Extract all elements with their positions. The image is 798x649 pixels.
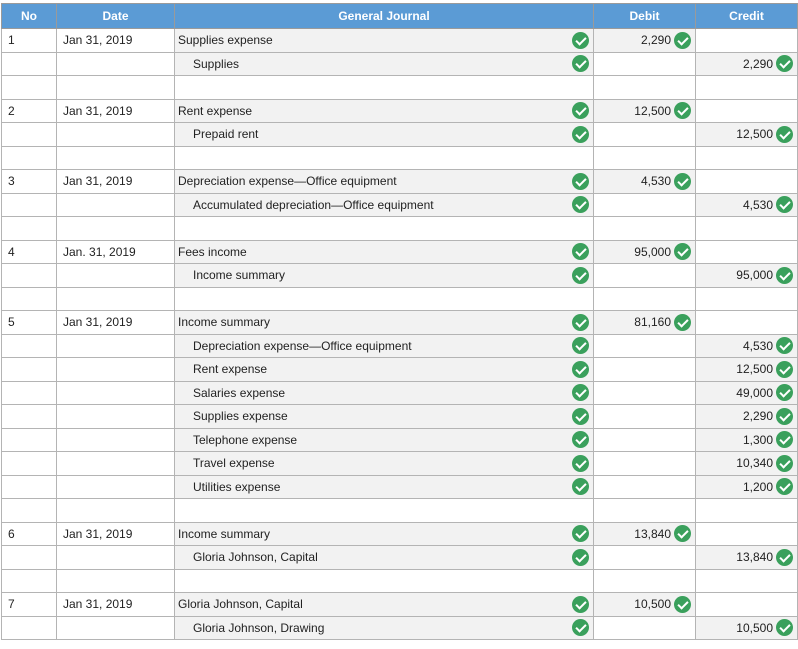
blank-cell: [175, 287, 594, 311]
credit-amount: 10,340: [736, 456, 773, 471]
account-title: Supplies expense: [178, 33, 273, 48]
debit-cell[interactable]: [594, 381, 696, 405]
blank-row: [2, 569, 798, 593]
account-title: Telephone expense: [193, 432, 298, 447]
check-circle-icon: [776, 431, 793, 448]
date-cell[interactable]: [57, 264, 175, 288]
credit-amount: 12,500: [736, 362, 773, 377]
blank-cell: [594, 287, 696, 311]
credit-amount-wrap: [736, 126, 793, 143]
debit-cell[interactable]: [594, 334, 696, 358]
entry-number-cell: [2, 264, 57, 288]
journal-row: [2, 334, 798, 358]
blank-cell: [2, 146, 57, 170]
date-cell[interactable]: Jan. 31, 2019: [57, 240, 175, 264]
entry-number-cell: [2, 428, 57, 452]
journal-row: [2, 99, 798, 123]
entry-number-cell: [2, 193, 57, 217]
debit-cell[interactable]: [594, 170, 696, 194]
account-title: Rent expense: [193, 362, 268, 377]
account-title: Fees income: [178, 244, 247, 259]
blank-cell: [2, 499, 57, 523]
debit-cell[interactable]: [594, 29, 696, 53]
journal-row: [2, 428, 798, 452]
blank-row: [2, 499, 798, 523]
blank-cell: [594, 569, 696, 593]
credit-cell[interactable]: [696, 428, 798, 452]
blank-row: [2, 217, 798, 241]
account-title: Supplies: [193, 56, 240, 71]
entry-number-cell: [2, 123, 57, 147]
blank-row: [2, 146, 798, 170]
entry-number-cell: 3: [2, 170, 57, 194]
journal-row: [2, 123, 798, 147]
account-cell-content: [178, 55, 593, 72]
account-cell-content: [178, 525, 593, 542]
credit-cell[interactable]: [696, 334, 798, 358]
blank-cell: [57, 499, 175, 523]
journal-row: [2, 358, 798, 382]
date-cell[interactable]: [57, 616, 175, 640]
account-title: Income summary: [178, 315, 271, 330]
check-circle-icon: [572, 408, 589, 425]
debit-amount: 4,530: [640, 174, 671, 189]
account-cell[interactable]: [175, 593, 594, 617]
account-cell[interactable]: [175, 264, 594, 288]
debit-amount-wrap: [641, 173, 691, 190]
date-cell[interactable]: [57, 452, 175, 476]
credit-amount: 12,500: [736, 127, 773, 142]
check-circle-icon: [674, 596, 691, 613]
header-no: No: [2, 4, 57, 29]
debit-cell[interactable]: [594, 264, 696, 288]
check-circle-icon: [776, 408, 793, 425]
account-cell[interactable]: [175, 475, 594, 499]
credit-amount: 10,500: [736, 620, 773, 635]
check-circle-icon: [572, 478, 589, 495]
debit-cell[interactable]: [594, 546, 696, 570]
blank-row: [2, 76, 798, 100]
credit-cell[interactable]: [696, 522, 798, 546]
blank-cell: [57, 217, 175, 241]
journal-row: [2, 616, 798, 640]
debit-cell[interactable]: [594, 428, 696, 452]
check-circle-icon: [572, 619, 589, 636]
credit-amount: 1,200: [742, 479, 773, 494]
entry-number-cell: [2, 52, 57, 76]
entry-number-cell: [2, 475, 57, 499]
account-title: Utilities expense: [193, 479, 281, 494]
account-title: Accumulated depreciation—Office equipment: [193, 197, 434, 212]
debit-amount: 10,500: [634, 597, 671, 612]
debit-cell[interactable]: [594, 522, 696, 546]
credit-amount: 4,530: [742, 197, 773, 212]
account-cell[interactable]: [175, 405, 594, 429]
account-cell[interactable]: [175, 358, 594, 382]
account-cell-content: [178, 408, 593, 425]
credit-amount-wrap: [743, 408, 793, 425]
journal-row: [2, 193, 798, 217]
blank-cell: [594, 217, 696, 241]
check-circle-icon: [674, 243, 691, 260]
blank-cell: [594, 76, 696, 100]
debit-cell[interactable]: [594, 52, 696, 76]
account-title: Salaries expense: [193, 385, 286, 400]
journal-row: [2, 593, 798, 617]
account-cell[interactable]: [175, 616, 594, 640]
account-title: Depreciation expense—Office equipment: [193, 338, 412, 353]
credit-cell[interactable]: [696, 546, 798, 570]
check-circle-icon: [572, 596, 589, 613]
credit-cell[interactable]: [696, 452, 798, 476]
blank-cell: [2, 287, 57, 311]
credit-amount: 2,290: [742, 409, 773, 424]
date-cell[interactable]: [57, 428, 175, 452]
credit-amount-wrap: [743, 431, 793, 448]
check-circle-icon: [572, 243, 589, 260]
date-cell[interactable]: Jan 31, 2019: [57, 593, 175, 617]
blank-cell: [175, 146, 594, 170]
credit-amount: 95,000: [736, 268, 773, 283]
check-circle-icon: [674, 525, 691, 542]
blank-cell: [696, 76, 798, 100]
account-cell-content: [178, 361, 593, 378]
check-circle-icon: [572, 102, 589, 119]
journal-row: [2, 240, 798, 264]
credit-amount-wrap: [743, 337, 793, 354]
check-circle-icon: [776, 337, 793, 354]
account-title: Rent expense: [178, 103, 253, 118]
blank-cell: [175, 499, 594, 523]
credit-amount: 4,530: [742, 338, 773, 353]
credit-cell[interactable]: [696, 240, 798, 264]
date-cell[interactable]: [57, 193, 175, 217]
check-circle-icon: [572, 196, 589, 213]
account-title: Depreciation expense—Office equipment: [178, 174, 397, 189]
blank-cell: [2, 569, 57, 593]
debit-amount-wrap: [634, 525, 691, 542]
date-cell[interactable]: [57, 405, 175, 429]
entry-number-cell: 7: [2, 593, 57, 617]
debit-amount: 12,500: [634, 103, 671, 118]
account-title: Gloria Johnson, Drawing: [193, 620, 325, 635]
account-cell[interactable]: [175, 52, 594, 76]
account-title: Income summary: [193, 268, 286, 283]
credit-amount: 49,000: [736, 385, 773, 400]
check-circle-icon: [776, 478, 793, 495]
date-cell[interactable]: [57, 334, 175, 358]
entry-number-cell: [2, 381, 57, 405]
account-title: Gloria Johnson, Capital: [193, 550, 318, 565]
journal-row: [2, 405, 798, 429]
general-journal-table: [1, 3, 798, 640]
date-cell[interactable]: [57, 358, 175, 382]
journal-row: [2, 381, 798, 405]
check-circle-icon: [572, 314, 589, 331]
journal-row: [2, 475, 798, 499]
check-circle-icon: [572, 173, 589, 190]
account-cell[interactable]: [175, 522, 594, 546]
date-cell[interactable]: Jan 31, 2019: [57, 29, 175, 53]
account-cell[interactable]: [175, 193, 594, 217]
credit-amount-wrap: [736, 455, 793, 472]
account-cell[interactable]: [175, 428, 594, 452]
header-credit: Credit: [696, 4, 798, 29]
date-cell[interactable]: [57, 546, 175, 570]
check-circle-icon: [572, 455, 589, 472]
check-circle-icon: [572, 525, 589, 542]
entry-number-cell: 1: [2, 29, 57, 53]
entry-number-cell: 4: [2, 240, 57, 264]
account-title: Income summary: [178, 526, 271, 541]
debit-cell[interactable]: [594, 358, 696, 382]
debit-cell[interactable]: [594, 311, 696, 335]
date-cell[interactable]: Jan 31, 2019: [57, 522, 175, 546]
date-cell[interactable]: Jan 31, 2019: [57, 99, 175, 123]
entry-number-cell: [2, 358, 57, 382]
credit-cell[interactable]: [696, 123, 798, 147]
account-title: Prepaid rent: [193, 127, 259, 142]
date-cell[interactable]: [57, 52, 175, 76]
check-circle-icon: [572, 32, 589, 49]
account-cell[interactable]: [175, 381, 594, 405]
credit-amount-wrap: [736, 267, 793, 284]
journal-row: [2, 546, 798, 570]
debit-amount: 95,000: [634, 244, 671, 259]
debit-cell[interactable]: [594, 240, 696, 264]
check-circle-icon: [674, 32, 691, 49]
account-cell[interactable]: [175, 546, 594, 570]
credit-cell[interactable]: [696, 358, 798, 382]
check-circle-icon: [674, 102, 691, 119]
blank-cell: [594, 499, 696, 523]
blank-cell: [696, 569, 798, 593]
check-circle-icon: [776, 126, 793, 143]
account-cell-content: [178, 32, 593, 49]
credit-amount-wrap: [736, 549, 793, 566]
credit-cell[interactable]: [696, 311, 798, 335]
account-cell-content: [178, 596, 593, 613]
header-row: [2, 4, 798, 29]
entry-number-cell: 6: [2, 522, 57, 546]
date-cell[interactable]: [57, 475, 175, 499]
journal-row: [2, 311, 798, 335]
credit-cell[interactable]: [696, 593, 798, 617]
credit-cell[interactable]: [696, 616, 798, 640]
header-debit: Debit: [594, 4, 696, 29]
journal-body: [2, 29, 798, 640]
debit-amount: 2,290: [640, 33, 671, 48]
debit-amount: 13,840: [634, 526, 671, 541]
date-cell[interactable]: Jan 31, 2019: [57, 170, 175, 194]
check-circle-icon: [674, 314, 691, 331]
entry-number-cell: [2, 546, 57, 570]
blank-cell: [2, 76, 57, 100]
check-circle-icon: [776, 196, 793, 213]
account-cell[interactable]: [175, 334, 594, 358]
account-cell-content: [178, 337, 593, 354]
debit-cell[interactable]: [594, 193, 696, 217]
check-circle-icon: [776, 619, 793, 636]
check-circle-icon: [776, 455, 793, 472]
check-circle-icon: [776, 55, 793, 72]
debit-cell[interactable]: [594, 452, 696, 476]
account-cell-content: [178, 126, 593, 143]
blank-cell: [57, 287, 175, 311]
credit-cell[interactable]: [696, 405, 798, 429]
date-cell[interactable]: Jan 31, 2019: [57, 311, 175, 335]
credit-amount-wrap: [743, 55, 793, 72]
account-cell-content: [178, 267, 593, 284]
account-title: Supplies expense: [193, 409, 288, 424]
journal-row: [2, 29, 798, 53]
check-circle-icon: [572, 361, 589, 378]
debit-cell[interactable]: [594, 123, 696, 147]
account-cell-content: [178, 314, 593, 331]
blank-cell: [175, 76, 594, 100]
credit-cell[interactable]: [696, 170, 798, 194]
account-cell[interactable]: [175, 99, 594, 123]
blank-cell: [696, 499, 798, 523]
blank-cell: [57, 146, 175, 170]
credit-cell[interactable]: [696, 52, 798, 76]
entry-number-cell: [2, 616, 57, 640]
blank-cell: [594, 146, 696, 170]
credit-cell[interactable]: [696, 381, 798, 405]
account-cell[interactable]: [175, 311, 594, 335]
check-circle-icon: [776, 361, 793, 378]
journal-row: [2, 452, 798, 476]
credit-amount-wrap: [743, 196, 793, 213]
debit-cell[interactable]: [594, 475, 696, 499]
debit-amount-wrap: [634, 596, 691, 613]
account-title: Gloria Johnson, Capital: [178, 597, 303, 612]
header-date: Date: [57, 4, 175, 29]
account-cell-content: [178, 549, 593, 566]
check-circle-icon: [776, 384, 793, 401]
account-cell[interactable]: [175, 240, 594, 264]
blank-cell: [696, 146, 798, 170]
header-general-journal: General Journal: [175, 4, 594, 29]
blank-cell: [57, 569, 175, 593]
account-title: Travel expense: [193, 456, 275, 471]
check-circle-icon: [572, 549, 589, 566]
blank-cell: [57, 76, 175, 100]
account-cell-content: [178, 455, 593, 472]
debit-cell[interactable]: [594, 616, 696, 640]
debit-cell[interactable]: [594, 405, 696, 429]
account-cell-content: [178, 196, 593, 213]
blank-row: [2, 287, 798, 311]
check-circle-icon: [572, 55, 589, 72]
check-circle-icon: [572, 337, 589, 354]
entry-number-cell: [2, 452, 57, 476]
entry-number-cell: [2, 405, 57, 429]
check-circle-icon: [572, 126, 589, 143]
check-circle-icon: [572, 431, 589, 448]
entry-number-cell: 2: [2, 99, 57, 123]
debit-cell[interactable]: [594, 99, 696, 123]
debit-amount-wrap: [634, 243, 691, 260]
credit-cell[interactable]: [696, 99, 798, 123]
blank-cell: [696, 287, 798, 311]
credit-amount: 1,300: [742, 432, 773, 447]
credit-cell[interactable]: [696, 264, 798, 288]
credit-amount-wrap: [743, 478, 793, 495]
credit-amount-wrap: [736, 384, 793, 401]
journal-row: [2, 522, 798, 546]
blank-cell: [696, 217, 798, 241]
account-cell[interactable]: [175, 170, 594, 194]
blank-cell: [2, 217, 57, 241]
credit-amount: 2,290: [742, 56, 773, 71]
credit-cell[interactable]: [696, 193, 798, 217]
entry-number-cell: 5: [2, 311, 57, 335]
blank-cell: [175, 569, 594, 593]
check-circle-icon: [572, 267, 589, 284]
debit-amount-wrap: [634, 314, 691, 331]
account-cell-content: [178, 619, 593, 636]
journal-row: [2, 52, 798, 76]
date-cell[interactable]: [57, 123, 175, 147]
blank-cell: [175, 217, 594, 241]
account-cell[interactable]: [175, 29, 594, 53]
credit-cell[interactable]: [696, 475, 798, 499]
account-cell-content: [178, 431, 593, 448]
debit-amount-wrap: [641, 32, 691, 49]
debit-cell[interactable]: [594, 593, 696, 617]
check-circle-icon: [776, 267, 793, 284]
credit-cell[interactable]: [696, 29, 798, 53]
date-cell[interactable]: [57, 381, 175, 405]
account-cell-content: [178, 384, 593, 401]
entry-number-cell: [2, 334, 57, 358]
check-circle-icon: [674, 173, 691, 190]
debit-amount: 81,160: [634, 315, 671, 330]
credit-amount: 13,840: [736, 550, 773, 565]
account-cell[interactable]: [175, 452, 594, 476]
account-cell[interactable]: [175, 123, 594, 147]
debit-amount-wrap: [634, 102, 691, 119]
check-circle-icon: [776, 549, 793, 566]
account-cell-content: [178, 173, 593, 190]
account-cell-content: [178, 102, 593, 119]
account-cell-content: [178, 243, 593, 260]
credit-amount-wrap: [736, 361, 793, 378]
journal-row: [2, 170, 798, 194]
journal-row: [2, 264, 798, 288]
credit-amount-wrap: [736, 619, 793, 636]
check-circle-icon: [572, 384, 589, 401]
account-cell-content: [178, 478, 593, 495]
